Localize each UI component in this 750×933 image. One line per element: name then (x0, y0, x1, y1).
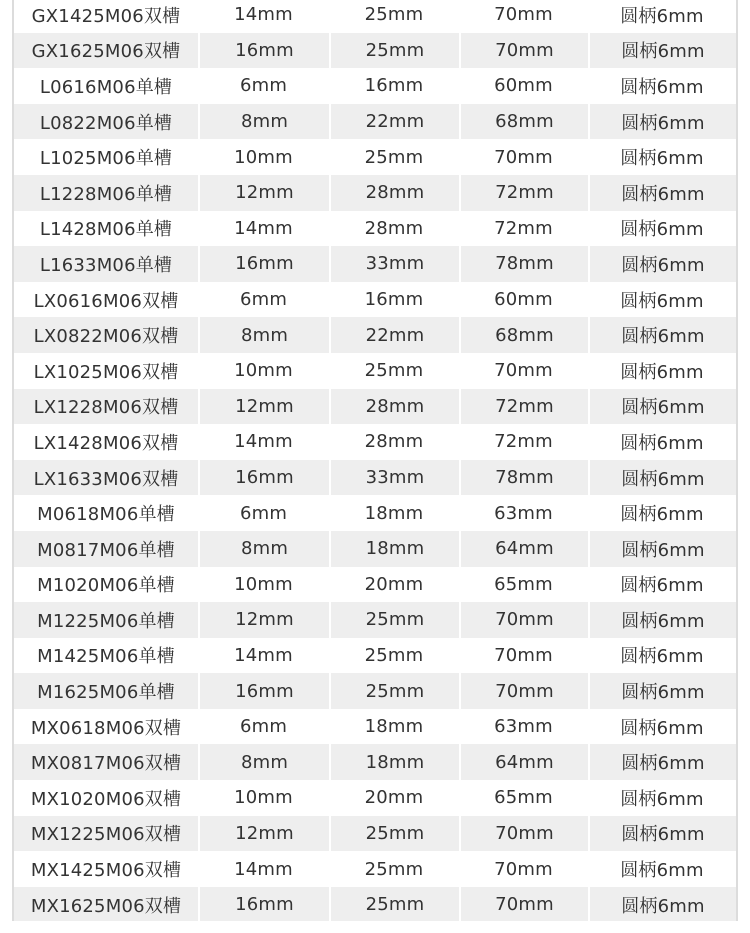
diameter-cell: 8mm (198, 744, 329, 780)
blade-length-cell: 18mm (329, 531, 459, 567)
blade-length-cell: 25mm (329, 816, 459, 852)
blade-length-cell: 25mm (364, 858, 424, 880)
total-length-cell: 60mm (494, 75, 553, 97)
blade-length-cell: 28mm (364, 431, 424, 453)
model-cell: M0618M06单槽 (37, 504, 175, 526)
total-length-cell: 78mm (459, 246, 588, 282)
model-cell: M1425M06单槽 (37, 646, 175, 668)
blade-length-cell: 18mm (364, 502, 424, 524)
model-cell: M1020M06单槽 (37, 575, 175, 597)
table-row (14, 709, 736, 745)
shank-cell: 圆柄6mm (588, 531, 736, 567)
shank-cell: 圆柄6mm (588, 317, 736, 353)
model-cell: L0822M06单槽 (39, 112, 173, 134)
blade-length-cell: 22mm (329, 317, 459, 353)
model-cell: MX1225M06双槽 (30, 824, 182, 846)
blade-length-cell: 25mm (329, 602, 459, 638)
diameter-cell: 6mm (239, 75, 288, 97)
blade-length-cell: 28mm (329, 389, 459, 425)
total-length-cell: 65mm (494, 573, 553, 595)
table-row (14, 0, 736, 33)
total-length-cell: 65mm (494, 787, 553, 809)
shank-cell: 圆柄6mm (620, 717, 704, 739)
blade-length-cell: 20mm (364, 787, 424, 809)
table-row (14, 851, 736, 887)
blade-length-cell: 28mm (329, 175, 459, 211)
model-cell: MX1625M06双槽 (30, 895, 182, 917)
shank-cell: 圆柄6mm (620, 148, 704, 170)
total-length-cell: 64mm (459, 531, 588, 567)
table-row (14, 317, 736, 353)
table-row (14, 139, 736, 175)
shank-cell: 圆柄6mm (620, 219, 704, 241)
spec-table (12, 0, 738, 922)
shank-cell: 圆柄6mm (588, 246, 736, 282)
table-row (14, 246, 736, 282)
table-row (14, 175, 736, 211)
model-cell: LX1228M06双槽 (33, 397, 179, 419)
total-length-cell: 72mm (494, 217, 553, 239)
table-row (14, 602, 736, 638)
diameter-cell: 12mm (198, 389, 329, 425)
table-row (14, 460, 736, 496)
table-row (14, 353, 736, 389)
model-cell: LX0616M06双槽 (33, 290, 179, 312)
total-length-cell: 70mm (494, 146, 553, 168)
table-row (14, 424, 736, 460)
blade-length-cell: 25mm (364, 4, 424, 26)
blade-length-cell: 25mm (329, 33, 459, 69)
total-length-cell: 70mm (494, 4, 553, 26)
shank-cell: 圆柄6mm (620, 646, 704, 668)
table-row (14, 638, 736, 674)
table-row (14, 567, 736, 603)
total-length-cell: 70mm (494, 858, 553, 880)
total-length-cell: 70mm (494, 360, 553, 382)
table-row (14, 495, 736, 531)
total-length-cell: 70mm (459, 887, 588, 923)
blade-length-cell: 25mm (364, 360, 424, 382)
total-length-cell: 70mm (494, 644, 553, 666)
diameter-cell: 8mm (198, 104, 329, 140)
blade-length-cell: 18mm (329, 744, 459, 780)
total-length-cell: 78mm (459, 460, 588, 496)
diameter-cell: 16mm (198, 460, 329, 496)
diameter-cell: 10mm (234, 360, 293, 382)
total-length-cell: 60mm (494, 289, 553, 311)
model-cell: LX0822M06双槽 (33, 326, 179, 348)
shank-cell: 圆柄6mm (620, 5, 704, 27)
model-cell: LX1428M06双槽 (33, 432, 179, 454)
blade-length-cell: 16mm (364, 75, 424, 97)
diameter-cell: 12mm (198, 602, 329, 638)
shank-cell: 圆柄6mm (620, 432, 704, 454)
table-row (14, 780, 736, 816)
shank-cell: 圆柄6mm (588, 104, 736, 140)
shank-cell: 圆柄6mm (620, 575, 704, 597)
model-cell: MX0618M06双槽 (30, 717, 182, 739)
blade-length-cell: 25mm (364, 644, 424, 666)
shank-cell: 圆柄6mm (588, 673, 736, 709)
model-cell: GX1425M06双槽 (31, 5, 181, 27)
blade-length-cell: 18mm (364, 716, 424, 738)
table-row (14, 389, 736, 425)
model-cell: M1225M06单槽 (37, 610, 175, 632)
model-cell: L1025M06单槽 (39, 148, 173, 170)
model-cell: LX1633M06双槽 (33, 468, 179, 490)
total-length-cell: 70mm (459, 602, 588, 638)
shank-cell: 圆柄6mm (588, 602, 736, 638)
diameter-cell: 8mm (198, 531, 329, 567)
model-cell: MX1020M06双槽 (30, 788, 182, 810)
shank-cell: 圆柄6mm (588, 744, 736, 780)
model-cell: M1625M06单槽 (37, 682, 175, 704)
diameter-cell: 16mm (198, 673, 329, 709)
table-row (14, 887, 736, 923)
total-length-cell: 72mm (459, 175, 588, 211)
diameter-cell: 8mm (198, 317, 329, 353)
model-cell: GX1625M06双槽 (31, 41, 181, 63)
shank-cell: 圆柄6mm (588, 460, 736, 496)
model-cell: MX0817M06双槽 (30, 753, 182, 775)
model-cell: L1428M06单槽 (39, 219, 173, 241)
table-row (14, 104, 736, 140)
model-cell: L0616M06单槽 (39, 76, 173, 98)
shank-cell: 圆柄6mm (588, 389, 736, 425)
shank-cell: 圆柄6mm (588, 33, 736, 69)
blade-length-cell: 16mm (364, 289, 424, 311)
shank-cell: 圆柄6mm (620, 361, 704, 383)
shank-cell: 圆柄6mm (588, 816, 736, 852)
model-cell: LX1025M06双槽 (33, 361, 179, 383)
diameter-cell: 10mm (234, 146, 293, 168)
blade-length-cell: 28mm (364, 217, 424, 239)
table-row (14, 211, 736, 247)
total-length-cell: 72mm (459, 389, 588, 425)
total-length-cell: 72mm (494, 431, 553, 453)
model-cell: L1228M06单槽 (39, 183, 173, 205)
shank-cell: 圆柄6mm (620, 290, 704, 312)
blade-length-cell: 25mm (364, 146, 424, 168)
diameter-cell: 6mm (239, 716, 288, 738)
shank-cell: 圆柄6mm (588, 887, 736, 923)
total-length-cell: 63mm (494, 716, 553, 738)
diameter-cell: 10mm (234, 573, 293, 595)
blade-length-cell: 33mm (329, 246, 459, 282)
diameter-cell: 16mm (198, 246, 329, 282)
shank-cell: 圆柄6mm (620, 504, 704, 526)
total-length-cell: 64mm (459, 744, 588, 780)
total-length-cell: 68mm (459, 104, 588, 140)
model-cell: MX1425M06双槽 (30, 860, 182, 882)
table-row (14, 68, 736, 104)
shank-cell: 圆柄6mm (620, 76, 704, 98)
model-cell: L1633M06单槽 (39, 254, 173, 276)
diameter-cell: 14mm (234, 4, 293, 26)
blade-length-cell: 20mm (364, 573, 424, 595)
shank-cell: 圆柄6mm (620, 860, 704, 882)
diameter-cell: 16mm (198, 33, 329, 69)
diameter-cell: 6mm (239, 502, 288, 524)
total-length-cell: 63mm (494, 502, 553, 524)
blade-length-cell: 22mm (329, 104, 459, 140)
model-cell: M0817M06单槽 (37, 539, 175, 561)
blade-length-cell: 25mm (329, 887, 459, 923)
diameter-cell: 12mm (198, 816, 329, 852)
total-length-cell: 70mm (459, 816, 588, 852)
diameter-cell: 10mm (234, 787, 293, 809)
diameter-cell: 14mm (234, 217, 293, 239)
shank-cell: 圆柄6mm (588, 175, 736, 211)
diameter-cell: 14mm (234, 858, 293, 880)
table-row (14, 33, 736, 69)
shank-cell: 圆柄6mm (620, 788, 704, 810)
blade-length-cell: 25mm (329, 673, 459, 709)
diameter-cell: 6mm (239, 289, 288, 311)
table-row (14, 744, 736, 780)
total-length-cell: 70mm (459, 33, 588, 69)
diameter-cell: 14mm (234, 431, 293, 453)
blade-length-cell: 33mm (329, 460, 459, 496)
table-row (14, 816, 736, 852)
table-bottom-edge (12, 921, 738, 933)
table-row (14, 531, 736, 567)
table-row (14, 282, 736, 318)
total-length-cell: 70mm (459, 673, 588, 709)
diameter-cell: 14mm (234, 644, 293, 666)
diameter-cell: 12mm (198, 175, 329, 211)
diameter-cell: 16mm (198, 887, 329, 923)
total-length-cell: 68mm (459, 317, 588, 353)
table-row (14, 673, 736, 709)
